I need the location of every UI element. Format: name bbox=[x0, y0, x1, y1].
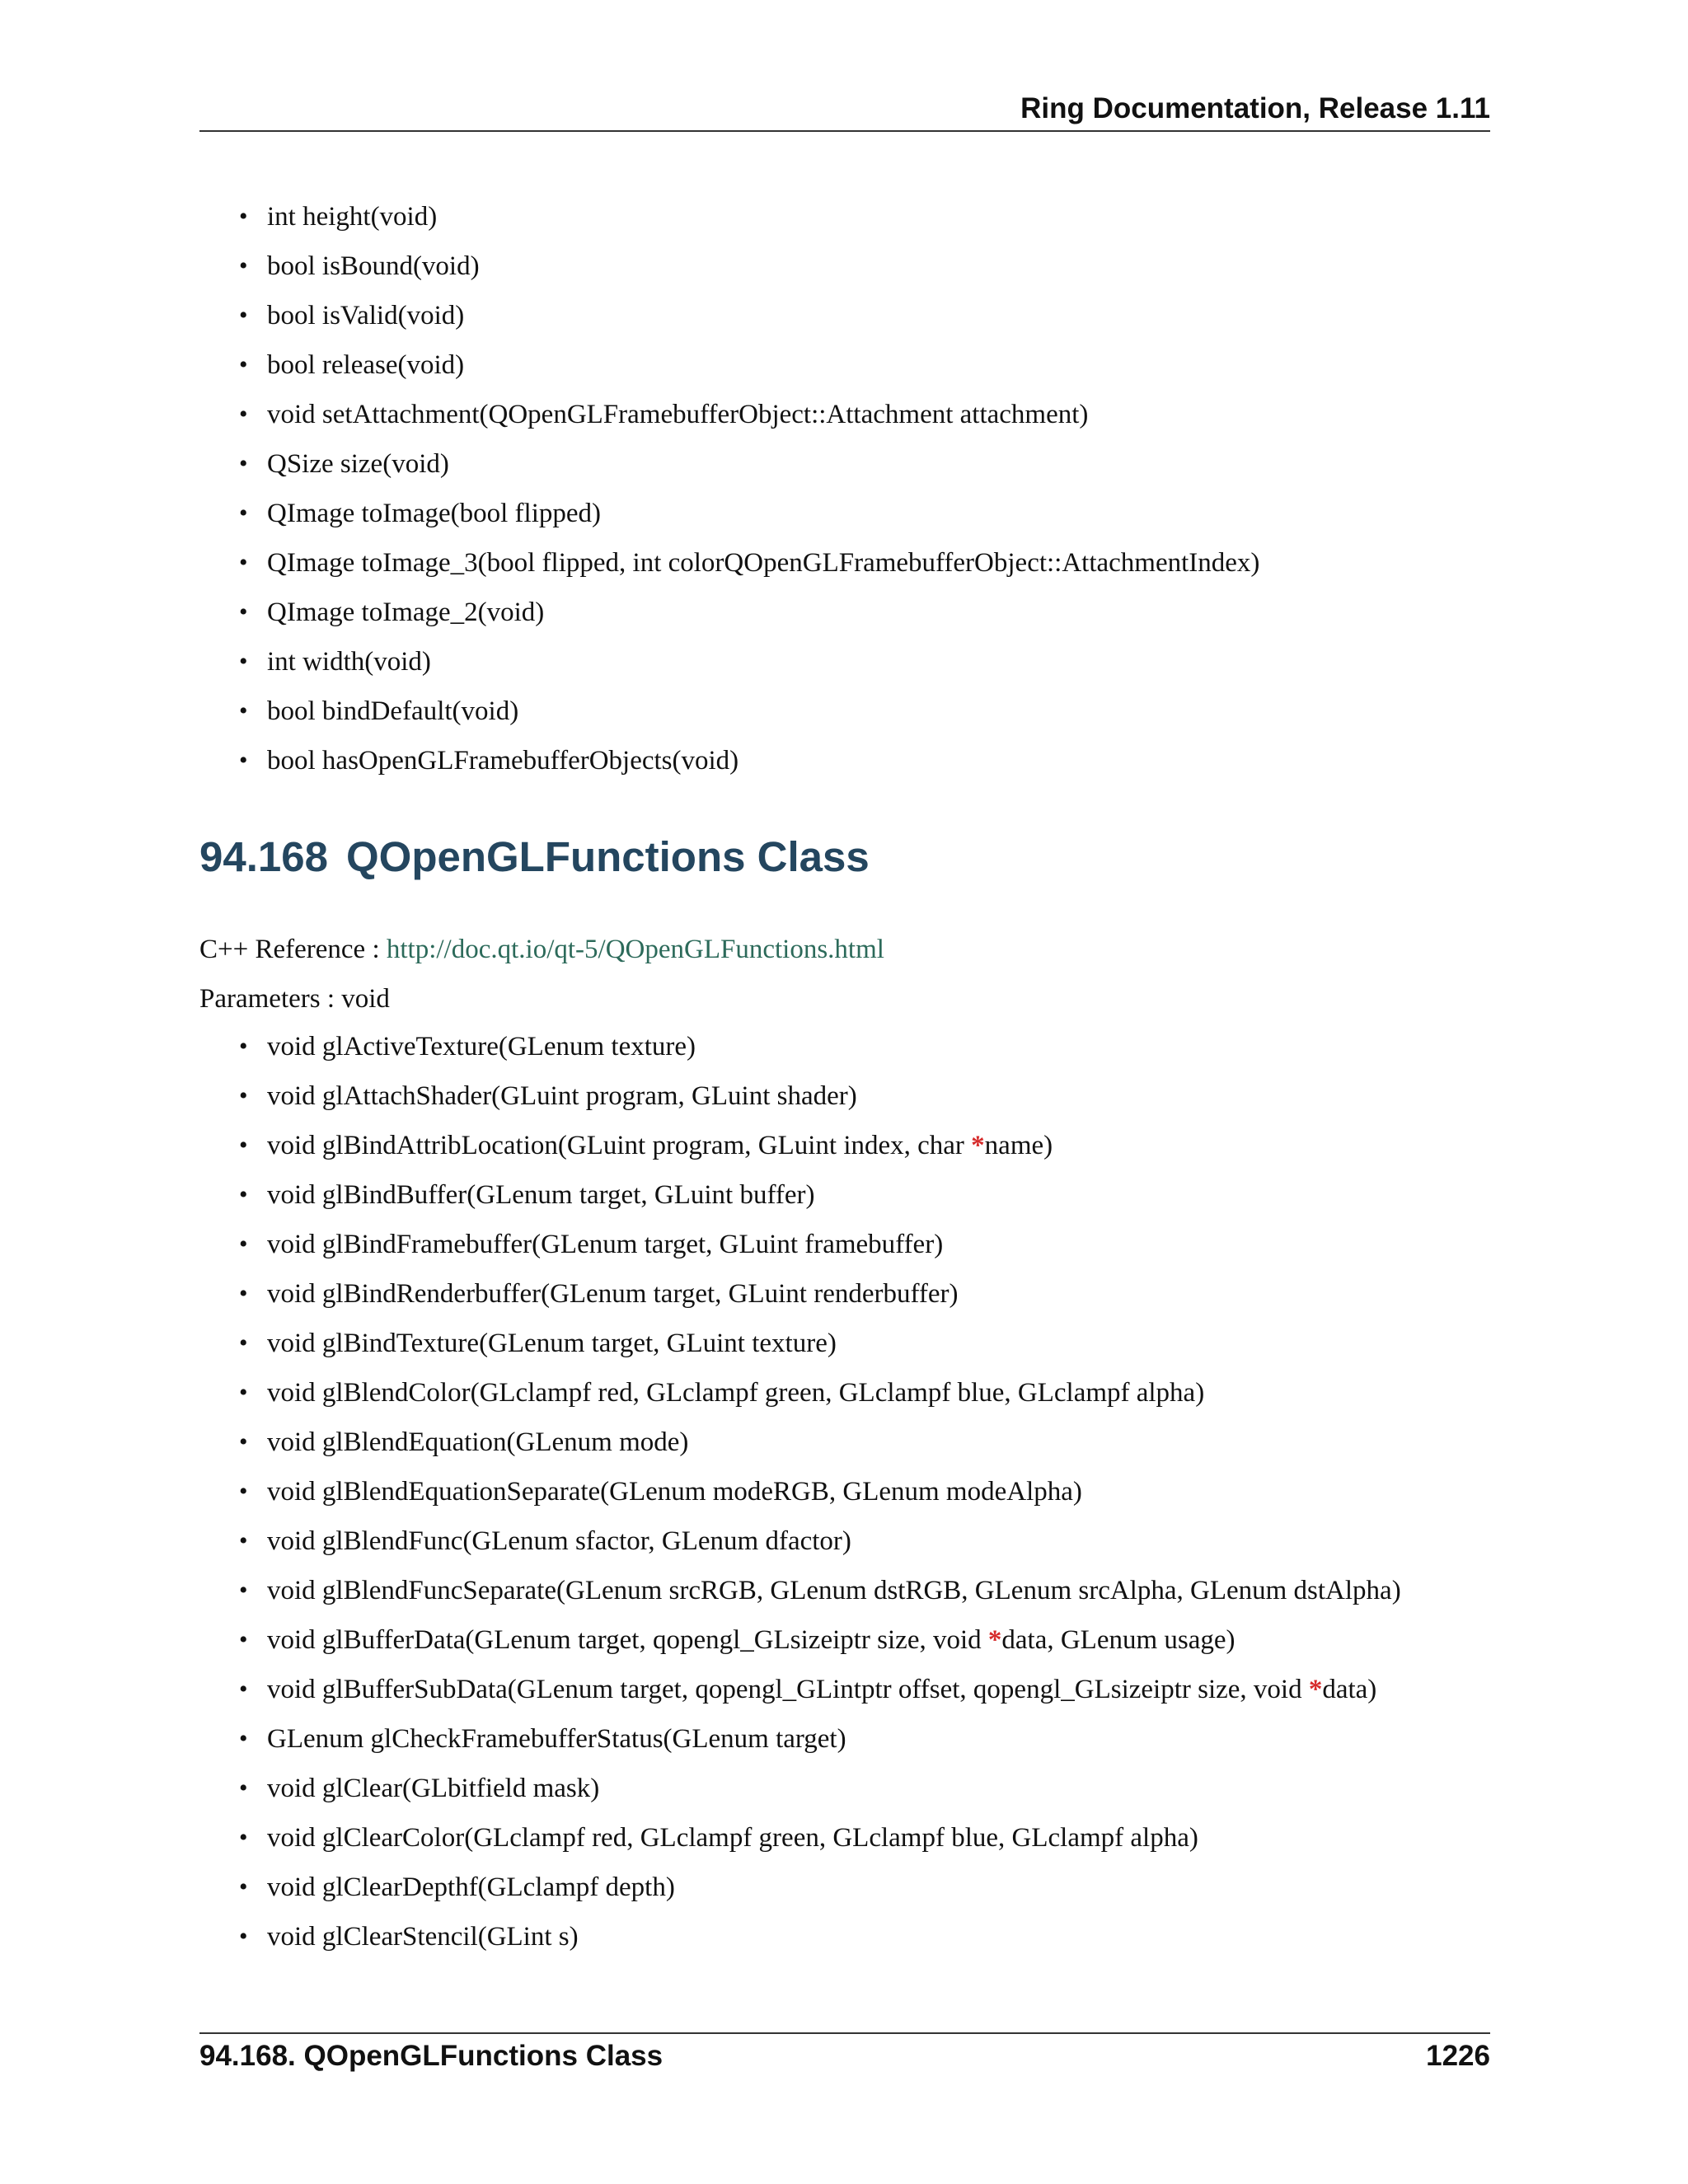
function-item-text: void glAttachShader(GLuint program, GLuint shader) bbox=[267, 1081, 857, 1111]
method-item bbox=[239, 340, 1259, 390]
bullet-icon: • bbox=[239, 697, 248, 724]
function-item bbox=[239, 1863, 1401, 1912]
bullet-icon: • bbox=[239, 1280, 248, 1307]
function-item bbox=[239, 1467, 1401, 1516]
bullet-icon: • bbox=[239, 1923, 248, 1950]
function-item-text: void glBlendFuncSeparate(GLenum srcRGB, GLenum dstRGB, GLenum srcAlpha, GLenum dstAlpha) bbox=[267, 1576, 1401, 1605]
function-item bbox=[239, 1665, 1401, 1714]
bullet-icon: • bbox=[239, 1774, 248, 1802]
bullet-icon: • bbox=[239, 747, 248, 774]
method-item bbox=[239, 390, 1259, 439]
function-item bbox=[239, 1516, 1401, 1566]
function-item-text: void glClearDepthf(GLclampf depth) bbox=[267, 1872, 675, 1902]
function-item-text: void glBlendEquation(GLenum mode) bbox=[267, 1427, 689, 1457]
bullet-icon: • bbox=[239, 1132, 248, 1159]
method-item bbox=[239, 637, 1259, 687]
bullet-icon: • bbox=[239, 450, 248, 477]
method-item-text: bool release(void) bbox=[267, 350, 465, 380]
function-item bbox=[239, 1714, 1401, 1764]
parameters-line: Parameters : void bbox=[199, 984, 390, 1014]
method-item bbox=[239, 538, 1259, 588]
function-item-text: void glBindAttribLocation(GLuint program, GLuint index, char *name) bbox=[267, 1131, 1053, 1160]
method-list-continued bbox=[239, 192, 1259, 785]
method-item bbox=[239, 291, 1259, 340]
bullet-icon: • bbox=[239, 252, 248, 279]
function-item bbox=[239, 1319, 1401, 1368]
bullet-icon: • bbox=[239, 1181, 248, 1208]
method-item-text: bool bindDefault(void) bbox=[267, 696, 519, 726]
method-item bbox=[239, 439, 1259, 489]
function-item bbox=[239, 1220, 1401, 1269]
pointer-star: * bbox=[971, 1131, 985, 1160]
function-item-text: void glBlendFunc(GLenum sfactor, GLenum dfactor) bbox=[267, 1526, 851, 1556]
function-item bbox=[239, 1121, 1401, 1170]
bullet-icon: • bbox=[239, 1478, 248, 1505]
function-item-text: void glBufferData(GLenum target, qopengl_GLsizeiptr size, void *data, GLenum usage) bbox=[267, 1625, 1236, 1655]
bullet-icon: • bbox=[239, 401, 248, 428]
function-item-text: void glActiveTexture(GLenum texture) bbox=[267, 1032, 696, 1062]
method-item bbox=[239, 241, 1259, 291]
bullet-icon: • bbox=[239, 1033, 248, 1060]
method-item-text: bool hasOpenGLFramebufferObjects(void) bbox=[267, 746, 739, 776]
method-item-text: bool isValid(void) bbox=[267, 301, 465, 330]
bullet-icon: • bbox=[239, 1329, 248, 1357]
function-item-text: void glBlendEquationSeparate(GLenum modeRGB, GLenum modeAlpha) bbox=[267, 1477, 1082, 1507]
header-divider bbox=[199, 130, 1490, 132]
running-header-title: Ring Documentation, Release 1.11 bbox=[1020, 92, 1490, 124]
cpp-reference-label: C++ Reference : bbox=[199, 935, 387, 964]
method-item bbox=[239, 736, 1259, 785]
method-item bbox=[239, 588, 1259, 637]
bullet-icon: • bbox=[239, 1626, 248, 1653]
function-item bbox=[239, 1269, 1401, 1319]
section-heading bbox=[199, 832, 870, 881]
function-item bbox=[239, 1813, 1401, 1863]
bullet-icon: • bbox=[239, 1379, 248, 1406]
bullet-icon: • bbox=[239, 1873, 248, 1900]
bullet-icon: • bbox=[239, 1824, 248, 1851]
function-item-text: GLenum glCheckFramebufferStatus(GLenum target) bbox=[267, 1724, 846, 1754]
footer-section-label: 94.168. QOpenGLFunctions Class bbox=[199, 2040, 663, 2072]
bullet-icon: • bbox=[239, 302, 248, 329]
pointer-star: * bbox=[1308, 1675, 1323, 1704]
bullet-icon: • bbox=[239, 598, 248, 626]
cpp-reference-line bbox=[199, 933, 884, 966]
bullet-icon: • bbox=[239, 1082, 248, 1109]
footer-divider bbox=[199, 2032, 1490, 2034]
bullet-icon: • bbox=[239, 499, 248, 527]
bullet-icon: • bbox=[239, 1675, 248, 1703]
function-item bbox=[239, 1022, 1401, 1071]
function-item-text: void glBlendColor(GLclampf red, GLclampf green, GLclampf blue, GLclampf alpha) bbox=[267, 1378, 1205, 1408]
function-item-text: void glBufferSubData(GLenum target, qopengl_GLintptr offset, qopengl_GLsizeiptr size, void *data) bbox=[267, 1675, 1377, 1704]
function-item-text: void glClear(GLbitfield mask) bbox=[267, 1774, 600, 1803]
page-number: 1226 bbox=[1426, 2040, 1490, 2072]
function-item bbox=[239, 1764, 1401, 1813]
method-item bbox=[239, 192, 1259, 241]
method-item bbox=[239, 687, 1259, 736]
method-item-text: QImage toImage_2(void) bbox=[267, 598, 545, 627]
function-item-text: void glBindRenderbuffer(GLenum target, GLuint renderbuffer) bbox=[267, 1279, 959, 1309]
method-item-text: QImage toImage_3(bool flipped, int colorQOpenGLFramebufferObject::AttachmentIndex) bbox=[267, 548, 1260, 578]
function-item bbox=[239, 1912, 1401, 1961]
bullet-icon: • bbox=[239, 648, 248, 675]
method-item-text: QImage toImage(bool flipped) bbox=[267, 499, 602, 528]
method-item-text: void setAttachment(QOpenGLFramebufferObject::Attachment attachment) bbox=[267, 400, 1089, 429]
bullet-icon: • bbox=[239, 1725, 248, 1752]
bullet-icon: • bbox=[239, 203, 248, 230]
method-item-text: int width(void) bbox=[267, 647, 431, 677]
function-list bbox=[239, 1022, 1401, 1961]
function-item bbox=[239, 1071, 1401, 1121]
bullet-icon: • bbox=[239, 1527, 248, 1554]
function-item bbox=[239, 1566, 1401, 1615]
method-item-text: bool isBound(void) bbox=[267, 251, 480, 281]
cpp-reference-link[interactable]: http://doc.qt.io/qt-5/QOpenGLFunctions.html bbox=[386, 935, 884, 964]
section-number: 94.168 bbox=[199, 833, 328, 880]
function-item bbox=[239, 1418, 1401, 1467]
function-item bbox=[239, 1368, 1401, 1418]
method-item-text: QSize size(void) bbox=[267, 449, 449, 479]
function-item-text: void glBindBuffer(GLenum target, GLuint buffer) bbox=[267, 1180, 815, 1210]
function-item-text: void glBindTexture(GLenum target, GLuint texture) bbox=[267, 1329, 837, 1358]
section-title-text: QOpenGLFunctions Class bbox=[346, 833, 870, 880]
function-item-text: void glClearStencil(GLint s) bbox=[267, 1922, 579, 1952]
function-item bbox=[239, 1615, 1401, 1665]
bullet-icon: • bbox=[239, 1577, 248, 1604]
bullet-icon: • bbox=[239, 1428, 248, 1455]
method-item bbox=[239, 489, 1259, 538]
function-item bbox=[239, 1170, 1401, 1220]
bullet-icon: • bbox=[239, 351, 248, 378]
pointer-star: * bbox=[987, 1625, 1002, 1655]
method-item-text: int height(void) bbox=[267, 202, 438, 232]
function-item-text: void glClearColor(GLclampf red, GLclampf green, GLclampf blue, GLclampf alpha) bbox=[267, 1823, 1198, 1853]
bullet-icon: • bbox=[239, 1230, 248, 1258]
bullet-icon: • bbox=[239, 549, 248, 576]
function-item-text: void glBindFramebuffer(GLenum target, GLuint framebuffer) bbox=[267, 1230, 944, 1259]
